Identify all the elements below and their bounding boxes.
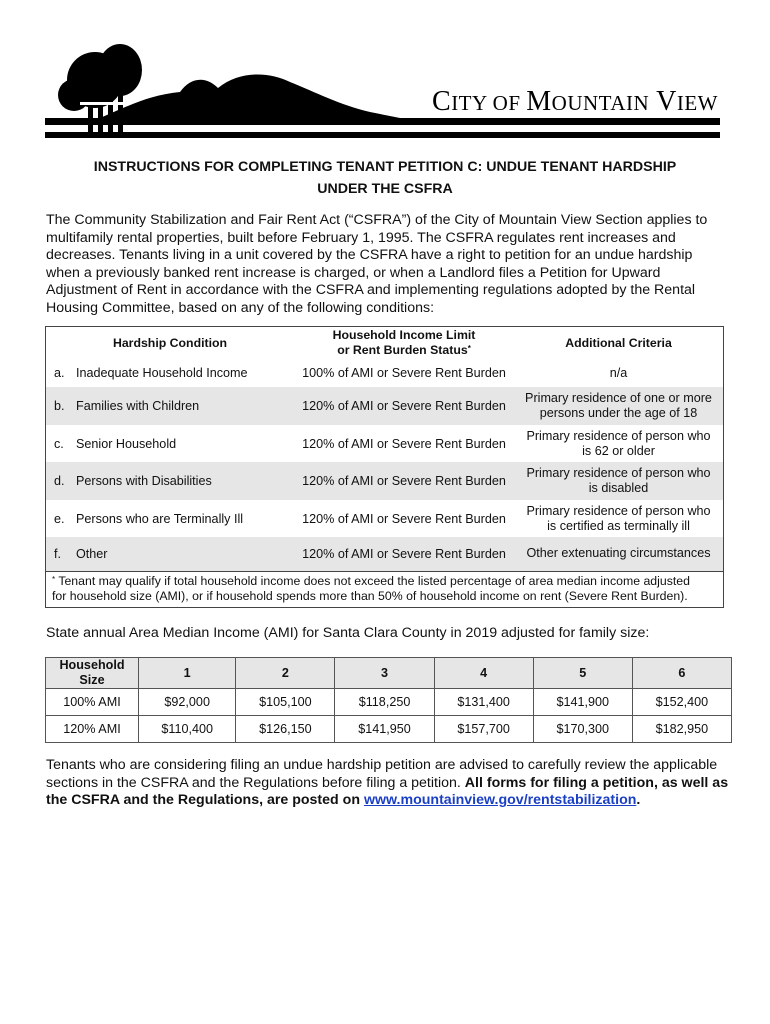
row-letter: b. <box>46 387 77 425</box>
hardship-conditions-table <box>45 326 724 608</box>
ami-table <box>45 657 732 743</box>
city-name-part: V <box>649 86 677 117</box>
row-limit: 120% of AMI or Severe Rent Burden <box>294 387 514 425</box>
ami-value: $157,700 <box>434 716 533 743</box>
ami-value: $141,950 <box>335 716 434 743</box>
ami-header-label: Household Size <box>46 658 139 689</box>
ami-value: $110,400 <box>139 716 236 743</box>
table-row <box>46 425 724 462</box>
table-row <box>46 359 724 387</box>
table-footnote-row <box>46 571 724 607</box>
ami-size-header: 4 <box>434 658 533 689</box>
row-letter: f. <box>46 537 77 571</box>
ami-size-header: 5 <box>533 658 632 689</box>
row-condition: Senior Household <box>76 436 177 451</box>
row-condition: Families with Children <box>76 387 294 425</box>
ami-row-label: 100% AMI <box>46 689 139 716</box>
row-letter: e. <box>54 511 65 526</box>
table-row <box>46 716 732 743</box>
ami-value: $182,950 <box>632 716 731 743</box>
closing-bold-text: All forms for filing a petition, as well as the CSFRA and the Regulations, are posted on <box>46 774 729 809</box>
ami-value: $141,900 <box>533 689 632 716</box>
table-row <box>46 387 724 425</box>
ami-value: $131,400 <box>434 689 533 716</box>
ami-row-label: 120% AMI <box>46 716 139 743</box>
header-additional-criteria: Additional Criteria <box>565 335 672 350</box>
closing-text: Tenants who are considering filing an undue hardship petition are advised to carefully review the applicable sections in the CSFRA and the Regulations before filing a petition. <box>46 757 718 791</box>
city-name-part: M <box>526 86 552 117</box>
ami-size-header: 2 <box>236 658 335 689</box>
rent-stabilization-link[interactable]: www.mountainview.gov/rentstabilization <box>363 792 637 809</box>
row-limit: 120% of AMI or Severe Rent Burden <box>294 537 514 571</box>
row-criteria: Primary residence of person who is 62 or older <box>526 428 711 458</box>
row-limit: 120% of AMI or Severe Rent Burden <box>302 436 506 451</box>
document-title <box>0 156 770 200</box>
document-title-line2: UNDER THE CSFRA <box>317 181 453 197</box>
city-name-part: C <box>432 86 452 117</box>
row-condition: Other <box>76 537 294 571</box>
row-criteria: Primary residence of person who is certified as terminally ill <box>526 503 711 533</box>
ami-caption: State annual Area Median Income (AMI) for Santa Clara County in 2019 adjusted for family size: <box>46 625 650 641</box>
row-letter: d. <box>46 462 77 500</box>
ami-size-header: 3 <box>335 658 434 689</box>
row-limit: 100% of AMI or Severe Rent Burden <box>302 366 506 380</box>
ami-value: $105,100 <box>236 689 335 716</box>
document-title-line1: INSTRUCTIONS FOR COMPLETING TENANT PETITION C: UNDUE TENANT HARDSHIP <box>93 159 677 175</box>
row-limit: 120% of AMI or Severe Rent Burden <box>294 462 514 500</box>
table-row <box>46 500 724 537</box>
table-row <box>46 537 724 571</box>
row-condition: Persons with Disabilities <box>76 462 294 500</box>
header-hardship-condition: Hardship Condition <box>112 335 228 350</box>
table-row <box>46 462 724 500</box>
row-criteria: n/a <box>609 365 628 380</box>
intro-paragraph: The Community Stabilization and Fair Rent Act (“CSFRA”) of the City of Mountain View Section applies to multifamily rental properties, built before February 1, 1995. The CSFRA regulates rent increases and decreases. Tenants living in a unit covered by the CSFRA have a right to petition for an undue hardship when a previously banked rent increase is charged, or when a Landlord files a Petition for Upward Adjustment of Rent in accordance with the CSFRA and implementing regulations adopted by the Rental Housing Committee, based on any of the following conditions: <box>46 212 708 316</box>
ami-header-row <box>46 658 732 689</box>
row-letter: c. <box>54 436 64 451</box>
row-criteria: Primary residence of person who is disabled <box>514 462 724 500</box>
table-footnote: * Tenant may qualify if total household income does not exceed the listed percentage of area median income adjusted for household size (AMI), or if household spends more than 50% of household income on rent (Severe Rent Burden). <box>46 571 724 607</box>
city-name-part: OF <box>486 91 527 115</box>
closing-end: . <box>636 792 641 809</box>
row-criteria: Primary residence of one or more persons under the age of 18 <box>514 387 724 425</box>
header-income-limit: Household Income Limit or Rent Burden Status* <box>332 328 476 357</box>
table-header-row <box>46 327 724 360</box>
ami-value: $126,150 <box>236 716 335 743</box>
ami-value: $92,000 <box>139 689 236 716</box>
city-name-part: OUNTAIN <box>551 91 650 115</box>
ami-value: $170,300 <box>533 716 632 743</box>
city-name-part: IEW <box>676 91 719 115</box>
closing-paragraph <box>46 757 736 810</box>
row-letter: a. <box>54 366 65 380</box>
row-condition: Persons who are Terminally Ill <box>76 511 244 526</box>
ami-size-header: 6 <box>632 658 731 689</box>
ami-size-header: 1 <box>139 658 236 689</box>
city-name-heading <box>432 86 718 118</box>
ami-value: $118,250 <box>335 689 434 716</box>
row-criteria: Other extenuating circumstances <box>514 537 724 571</box>
row-limit: 120% of AMI or Severe Rent Burden <box>302 511 506 526</box>
table-row <box>46 689 732 716</box>
city-name-part: ITY <box>451 91 487 115</box>
row-condition: Inadequate Household Income <box>76 366 248 380</box>
ami-value: $152,400 <box>632 689 731 716</box>
